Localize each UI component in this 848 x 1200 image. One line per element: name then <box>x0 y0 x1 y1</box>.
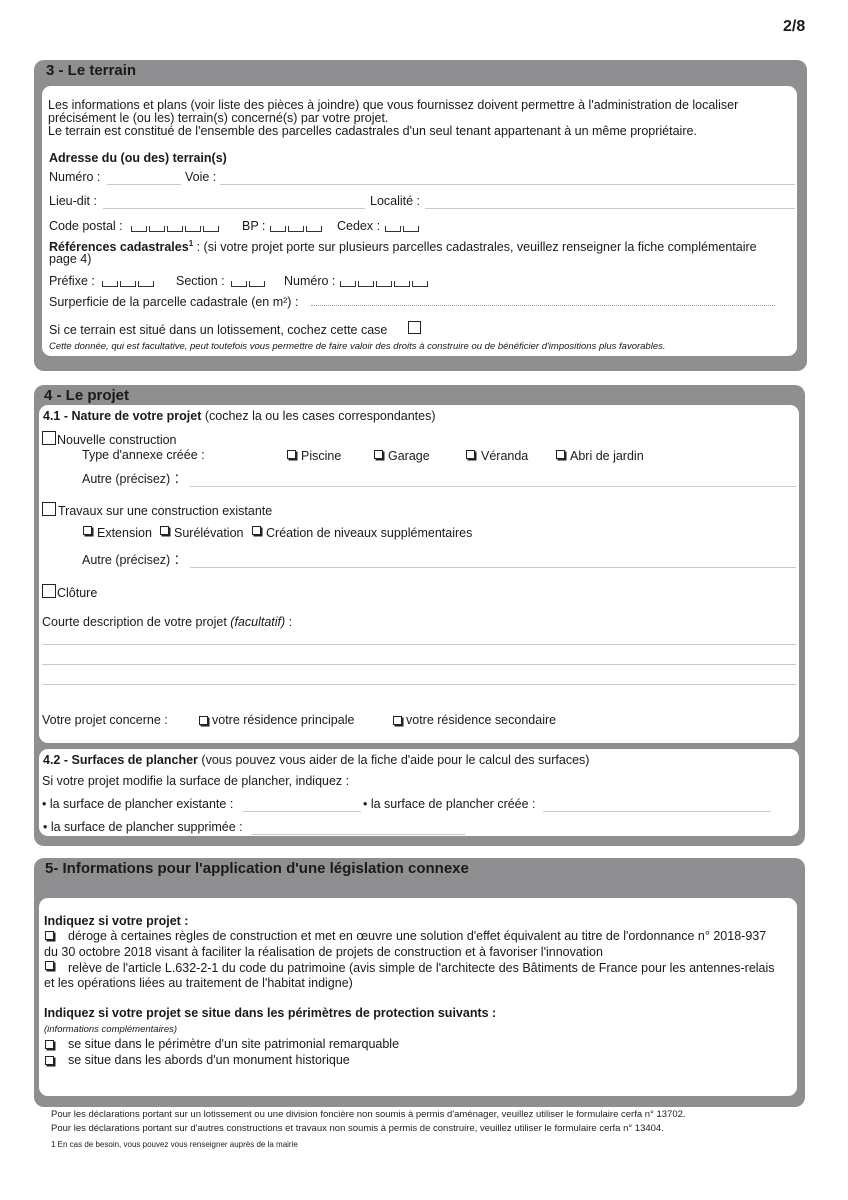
residence-secondaire-label: votre résidence secondaire <box>406 713 557 727</box>
surface-creee-label: • la surface de plancher créée : <box>363 797 536 811</box>
garage-checkbox[interactable] <box>374 450 383 459</box>
footer-line-1: Pour les déclarations portant sur un lotissement ou une division foncière non soumis à permis d'aménager, veuillez utiliser le formulaire cerfa n° 13702. <box>51 1109 686 1120</box>
autre-annexe-text: Autre (précisez) <box>82 472 171 486</box>
footer-line-2: Pour les déclarations portant sur d'autres constructions et travaux non soumis à permis de construire, veuillez utiliser le formulaire cerfa n° 13404. <box>51 1123 664 1134</box>
code-postal-field[interactable] <box>131 226 219 232</box>
footnote: 1 En cas de besoin, vous pouvez vous renseigner auprès de la mairie <box>51 1140 298 1149</box>
bp-field[interactable] <box>270 226 322 232</box>
surfaces-title: 4.2 - Surfaces de plancher <box>43 753 198 767</box>
description-line-3[interactable] <box>42 684 796 685</box>
surface-creee-field[interactable] <box>543 811 771 812</box>
surface-supprimee-field[interactable] <box>252 834 465 835</box>
references-label: Références cadastrales <box>49 240 189 255</box>
info-complementaires: (informations complémentaires) <box>44 1024 178 1035</box>
prefixe-field[interactable] <box>102 281 154 287</box>
numero-parcelle-field[interactable] <box>340 281 428 287</box>
lieu-dit-field[interactable] <box>103 208 365 209</box>
site-patrimonial-label: se situe dans le périmètre d'un site patrimonial remarquable <box>68 1037 400 1051</box>
lotissement-checkbox[interactable] <box>408 321 421 334</box>
voie-label: Voie : <box>185 170 217 184</box>
surfaces-heading <box>43 753 589 768</box>
cedex-label: Cedex : <box>337 219 381 233</box>
description-line-1[interactable] <box>42 644 796 645</box>
extension-label: Extension <box>97 526 152 540</box>
residence-secondaire-checkbox[interactable] <box>393 716 402 725</box>
section-label: Section : <box>176 274 225 288</box>
monument-historique-label: se situe dans les abords d'un monument historique <box>68 1053 350 1067</box>
localite-label: Localité : <box>370 194 421 208</box>
indiquez-heading: Indiquez si votre projet : <box>44 914 189 928</box>
description-colon: : <box>285 615 293 629</box>
piscine-checkbox[interactable] <box>287 450 296 459</box>
surelevation-checkbox[interactable] <box>160 526 169 535</box>
intro-line-3: Le terrain est constitué de l'ensemble des parcelles cadastrales d'un seul tenant appartenant à un même propriétaire. <box>48 124 697 138</box>
deroge-line-2: du 30 octobre 2018 visant à faciliter la réalisation de projets de construction et à favoriser l'innovation <box>44 945 603 959</box>
perimetre-heading: Indiquez si votre projet se situe dans les périmètres de protection suivants : <box>44 1006 497 1020</box>
section-5-title: 5- Informations pour l'application d'une législation connexe <box>45 860 469 877</box>
autre-annexe-field[interactable] <box>190 486 796 487</box>
deroge-checkbox[interactable] <box>45 931 54 940</box>
autre-travaux-field[interactable] <box>190 567 796 568</box>
references-hint-2: page 4) <box>49 252 92 266</box>
section-3-title: 3 - Le terrain <box>46 62 137 79</box>
travaux-existante-label: Travaux sur une construction existante <box>58 504 273 518</box>
extension-checkbox[interactable] <box>83 526 92 535</box>
garage-label: Garage <box>388 449 430 463</box>
cedex-field[interactable] <box>385 226 419 232</box>
intro-line-1: Les informations et plans (voir liste des pièces à joindre) que vous fournissez doivent permettre à l'administration de localiser <box>48 98 739 112</box>
veranda-label: Véranda <box>481 449 529 463</box>
releve-checkbox[interactable] <box>45 961 54 970</box>
travaux-existante-checkbox[interactable] <box>42 502 56 516</box>
concerne-label: Votre projet concerne : <box>42 713 168 727</box>
annexe-type-label: Type d'annexe créée : <box>82 448 205 462</box>
lieu-dit-label: Lieu-dit : <box>49 194 97 208</box>
numero-label: Numéro : <box>49 170 101 184</box>
references-cadastrales <box>49 236 757 255</box>
description-text: Courte description de votre projet <box>42 615 231 629</box>
residence-principale-label: votre résidence principale <box>212 713 355 727</box>
surface-existante-label: • la surface de plancher existante : <box>42 797 234 811</box>
autre-travaux-colon: : <box>170 551 180 568</box>
prefixe-label: Préfixe : <box>49 274 95 288</box>
autre-annexe-colon: : <box>170 470 180 487</box>
lotissement-note: Cette donnée, qui est facultative, peut toutefois vous permettre de faire valoir des droits à construire ou de bénéficier d'impositions plus favorables. <box>49 341 666 352</box>
piscine-label: Piscine <box>301 449 342 463</box>
localite-field[interactable] <box>425 208 795 209</box>
surfaces-hint: (vous pouvez vous aider de la fiche d'aide pour le calcul des surfaces) <box>197 753 590 767</box>
nature-heading <box>43 409 436 424</box>
bp-label: BP : <box>242 219 266 233</box>
surface-field[interactable] <box>311 305 775 306</box>
autre-travaux-label <box>82 552 179 568</box>
surface-supprimee-label: • la surface de plancher supprimée : <box>43 820 243 834</box>
abri-de-jardin-checkbox[interactable] <box>556 450 565 459</box>
releve-line-2: et les opérations liées au traitement de l'habitat indigne) <box>44 976 353 990</box>
intro-line-2: précisément le (ou les) terrain(s) concerné(s) par votre projet. <box>48 111 389 125</box>
surelevation-label: Surélévation <box>174 526 244 540</box>
surface-label: Surperficie de la parcelle cadastrale (en m²) : <box>49 295 299 309</box>
autre-annexe-label <box>82 471 179 487</box>
autre-travaux-text: Autre (précisez) <box>82 553 171 567</box>
monument-historique-checkbox[interactable] <box>45 1056 54 1065</box>
section-field[interactable] <box>231 281 265 287</box>
description-line-2[interactable] <box>42 664 796 665</box>
nature-title: 4.1 - Nature de votre projet <box>43 409 202 423</box>
nouvelle-construction-checkbox[interactable] <box>42 431 56 445</box>
deroge-line-1: déroge à certaines règles de construction et met en œuvre une solution d'effet équivalent au titre de l'ordonnance n° 2018-937 <box>68 929 767 943</box>
references-hint: : (si votre projet porte sur plusieurs parcelles cadastrales, veuillez renseigner la fiche complémentaire <box>193 240 757 255</box>
footnote-ref: 1 <box>188 239 194 248</box>
section-4-title: 4 - Le projet <box>44 387 130 404</box>
description-label <box>42 615 292 630</box>
creation-niveaux-checkbox[interactable] <box>252 526 261 535</box>
nouvelle-construction-label: Nouvelle construction <box>57 433 177 447</box>
numero-field[interactable] <box>107 184 181 185</box>
voie-field[interactable] <box>220 184 795 185</box>
nature-hint: (cochez la ou les cases correspondantes) <box>201 409 436 423</box>
description-optional: (facultatif) <box>230 615 286 629</box>
veranda-checkbox[interactable] <box>466 450 475 459</box>
lotissement-label: Si ce terrain est situé dans un lotissement, cochez cette case <box>49 323 388 337</box>
numero-parcelle-label: Numéro : <box>284 274 336 288</box>
code-postal-label: Code postal : <box>49 219 123 233</box>
adresse-heading: Adresse du (ou des) terrain(s) <box>49 151 227 165</box>
cloture-checkbox[interactable] <box>42 584 56 598</box>
cloture-label: Clôture <box>57 586 98 600</box>
surface-existante-field[interactable] <box>243 811 361 812</box>
releve-line-1: relève de l'article L.632-2-1 du code du patrimoine (avis simple de l'architecte des Bâtiments de France pour les antennes-relais <box>68 961 775 975</box>
site-patrimonial-checkbox[interactable] <box>45 1040 54 1049</box>
creation-niveaux-label: Création de niveaux supplémentaires <box>266 526 473 540</box>
abri-de-jardin-label: Abri de jardin <box>570 449 644 463</box>
page-number: 2/8 <box>783 18 806 35</box>
surfaces-intro: Si votre projet modifie la surface de plancher, indiquez : <box>42 774 350 788</box>
residence-principale-checkbox[interactable] <box>199 716 208 725</box>
